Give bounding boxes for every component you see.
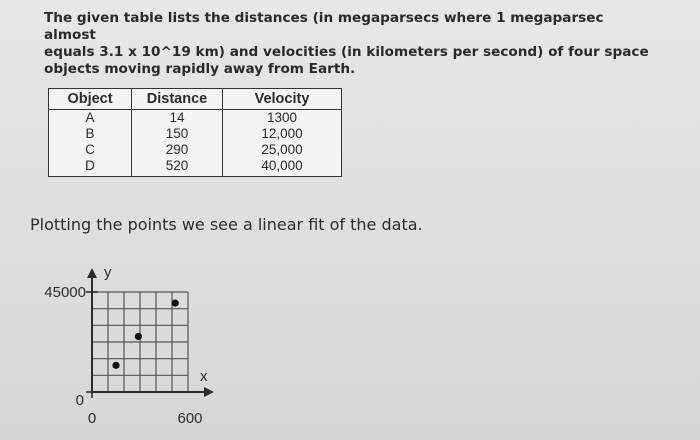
cell-distance: 150 xyxy=(132,126,223,142)
column-header-object: Object xyxy=(49,89,132,110)
cell-distance: 290 xyxy=(132,142,223,158)
cell-object: D xyxy=(49,158,132,177)
cell-object: C xyxy=(49,142,132,158)
y-axis-label: y xyxy=(104,264,112,281)
chart-axes xyxy=(86,268,214,398)
cell-velocity: 40,000 xyxy=(223,158,342,177)
x-axis-label: x xyxy=(200,368,208,385)
x-axis-arrow xyxy=(204,387,214,397)
cell-distance: 14 xyxy=(132,110,223,127)
data-point xyxy=(112,362,119,369)
intro-line-1: The given table lists the distances (in megaparsecs where 1 megaparsec almost xyxy=(44,10,604,43)
intro-line-3: objects moving rapidly away from Earth. xyxy=(44,61,356,77)
cell-velocity: 1300 xyxy=(223,110,342,127)
data-point xyxy=(172,300,179,307)
plot-note: Plotting the points we see a linear fit of the data. xyxy=(30,215,423,234)
x-tick-label-zero: 0 xyxy=(87,410,97,427)
cell-object: B xyxy=(49,126,132,142)
column-header-distance: Distance xyxy=(132,89,223,110)
x-tick-label-max: 600 xyxy=(177,410,203,427)
column-header-velocity: Velocity xyxy=(223,89,342,110)
data-point xyxy=(135,333,142,340)
chart-grid xyxy=(92,292,188,392)
cell-distance: 520 xyxy=(132,158,223,177)
cell-velocity: 12,000 xyxy=(223,126,342,142)
cell-velocity: 25,000 xyxy=(223,142,342,158)
cell-object: A xyxy=(49,110,132,127)
intro-line-2: equals 3.1 x 10^19 km) and velocities (in kilometers per second) of four space xyxy=(44,44,649,60)
y-tick-label-zero: 0 xyxy=(75,392,84,409)
y-axis-arrow xyxy=(87,268,97,278)
y-tick-label-max: 45000 xyxy=(44,284,86,301)
chart-tick-labels xyxy=(44,264,208,427)
